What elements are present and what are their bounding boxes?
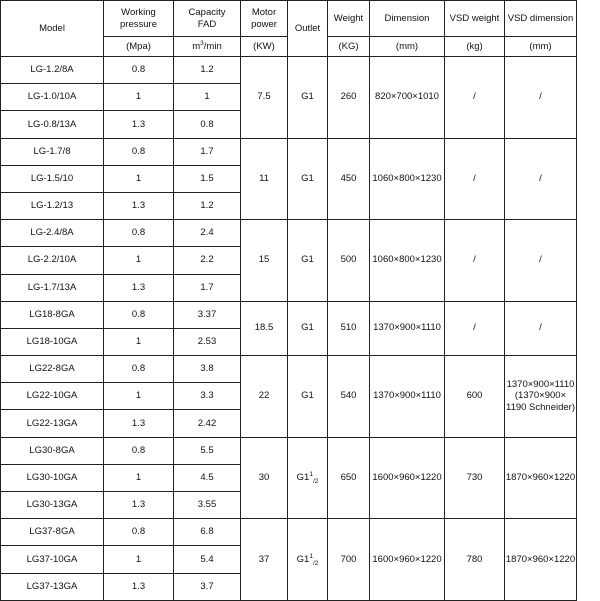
cell-motor-power: 37 [241,519,288,601]
cell-model: LG-1.0/10A [1,84,104,111]
cell-pressure: 0.8 [104,437,174,464]
cell-weight: 510 [328,301,370,355]
cell-capacity: 5.5 [174,437,241,464]
cell-dimension: 1370×900×1110 [370,356,445,438]
cell-outlet: G1 [288,138,328,220]
cell-dimension: 1060×800×1230 [370,220,445,302]
col-outlet-header: Outlet [288,1,328,57]
cell-model: LG22-13GA [1,410,104,437]
cell-capacity: 0.8 [174,111,241,138]
cell-capacity: 2.4 [174,220,241,247]
cell-model: LG-2.2/10A [1,247,104,274]
table-row [1,301,577,328]
table-row [1,519,577,546]
col-motor-header: Motor power [241,1,288,37]
unit-weight: (KG) [328,37,370,57]
cell-pressure: 0.8 [104,356,174,383]
cell-dimension: 1600×960×1220 [370,519,445,601]
cell-capacity: 2.53 [174,328,241,355]
table-body [1,57,577,601]
unit-motor: (KW) [241,37,288,57]
cell-motor-power: 22 [241,356,288,438]
cell-model: LG-2.4/8A [1,220,104,247]
cell-vsd-weight: / [445,220,505,302]
cell-model: LG30-8GA [1,437,104,464]
cell-model: LG-1.2/13 [1,192,104,219]
cell-vsd-dimension: 1870×960×1220 [505,519,577,601]
cell-model: LG-1.2/8A [1,57,104,84]
cell-model: LG18-8GA [1,301,104,328]
cell-motor-power: 15 [241,220,288,302]
cell-model: LG30-13GA [1,492,104,519]
cell-motor-power: 7.5 [241,57,288,139]
cell-pressure: 1 [104,84,174,111]
cell-weight: 540 [328,356,370,438]
cell-model: LG-1.5/10 [1,165,104,192]
cell-pressure: 1 [104,247,174,274]
unit-vsd-dimension: (mm) [505,37,577,57]
col-weight-header: Weight [328,1,370,37]
cell-capacity: 6.8 [174,519,241,546]
col-vsd-weight-header: VSD weight [445,1,505,37]
col-vsd-dimension-header: VSD dimension [505,1,577,37]
col-dimension-header: Dimension [370,1,445,37]
cell-vsd-dimension: / [505,301,577,355]
cell-vsd-weight: / [445,57,505,139]
cell-dimension: 1600×960×1220 [370,437,445,519]
cell-vsd-weight: / [445,138,505,220]
cell-vsd-weight: 600 [445,356,505,438]
cell-dimension: 1370×900×1110 [370,301,445,355]
cell-outlet: G1 [288,57,328,139]
cell-model: LG-1.7/13A [1,274,104,301]
cell-weight: 260 [328,57,370,139]
cell-pressure: 0.8 [104,301,174,328]
cell-pressure: 1.3 [104,111,174,138]
cell-vsd-weight: 730 [445,437,505,519]
table-row [1,437,577,464]
cell-model: LG22-8GA [1,356,104,383]
cell-model: LG22-10GA [1,383,104,410]
cell-motor-power: 11 [241,138,288,220]
cell-pressure: 0.8 [104,57,174,84]
cell-pressure: 0.8 [104,138,174,165]
cell-capacity: 3.3 [174,383,241,410]
cell-capacity: 3.37 [174,301,241,328]
unit-capacity: $m^3/\min$ [174,37,241,57]
cell-capacity: 1.2 [174,57,241,84]
cell-capacity: 1.7 [174,138,241,165]
col-model-header: Model [1,1,104,57]
cell-weight: 700 [328,519,370,601]
cell-capacity: 2.2 [174,247,241,274]
cell-pressure: 0.8 [104,220,174,247]
col-capacity-header: Capacity FAD [174,1,241,37]
cell-pressure: 1 [104,464,174,491]
cell-capacity: 1.5 [174,165,241,192]
cell-weight: 500 [328,220,370,302]
cell-pressure: 0.8 [104,519,174,546]
cell-model: LG18-10GA [1,328,104,355]
cell-capacity: 3.7 [174,573,241,600]
cell-outlet: G1 [288,220,328,302]
cell-motor-power: 30 [241,437,288,519]
cell-capacity: 1.7 [174,274,241,301]
table-row [1,138,577,165]
cell-vsd-weight: / [445,301,505,355]
cell-vsd-dimension: 1870×960×1220 [505,437,577,519]
cell-outlet: $G1^1_{/2}$ [288,437,328,519]
cell-dimension: 1060×800×1230 [370,138,445,220]
cell-capacity: 2.42 [174,410,241,437]
cell-pressure: 1.3 [104,573,174,600]
cell-pressure: 1.3 [104,492,174,519]
unit-vsd-weight: (kg) [445,37,505,57]
cell-pressure: 1.3 [104,410,174,437]
table-header [1,1,577,57]
cell-vsd-dimension: / [505,138,577,220]
cell-weight: 650 [328,437,370,519]
cell-capacity: 1 [174,84,241,111]
cell-model: LG30-10GA [1,464,104,491]
cell-vsd-dimension: 1370×900×1110 (1370×900× 1190 Schneider) [505,356,577,438]
cell-capacity: 1.2 [174,192,241,219]
cell-pressure: 1.3 [104,274,174,301]
cell-vsd-dimension: / [505,220,577,302]
cell-motor-power: 18.5 [241,301,288,355]
cell-model: LG-0.8/13A [1,111,104,138]
cell-capacity: 4.5 [174,464,241,491]
cell-pressure: 1 [104,165,174,192]
table-row [1,220,577,247]
cell-model: LG37-10GA [1,546,104,573]
col-pressure-header: Working pressure [104,1,174,37]
cell-capacity: 3.8 [174,356,241,383]
cell-capacity: 5.4 [174,546,241,573]
cell-vsd-dimension: / [505,57,577,139]
cell-dimension: 820×700×1010 [370,57,445,139]
cell-outlet: G1 [288,301,328,355]
unit-pressure: (Mpa) [104,37,174,57]
table-row [1,356,577,383]
cell-vsd-weight: 780 [445,519,505,601]
cell-weight: 450 [328,138,370,220]
table-row [1,57,577,84]
cell-pressure: 1 [104,328,174,355]
cell-model: LG-1.7/8 [1,138,104,165]
cell-capacity: 3.55 [174,492,241,519]
cell-pressure: 1 [104,546,174,573]
cell-outlet: G1 [288,356,328,438]
cell-outlet: $G1^1_{/2}$ [288,519,328,601]
cell-model: LG37-13GA [1,573,104,600]
unit-dimension: (mm) [370,37,445,57]
cell-pressure: 1.3 [104,192,174,219]
cell-model: LG37-8GA [1,519,104,546]
cell-pressure: 1 [104,383,174,410]
